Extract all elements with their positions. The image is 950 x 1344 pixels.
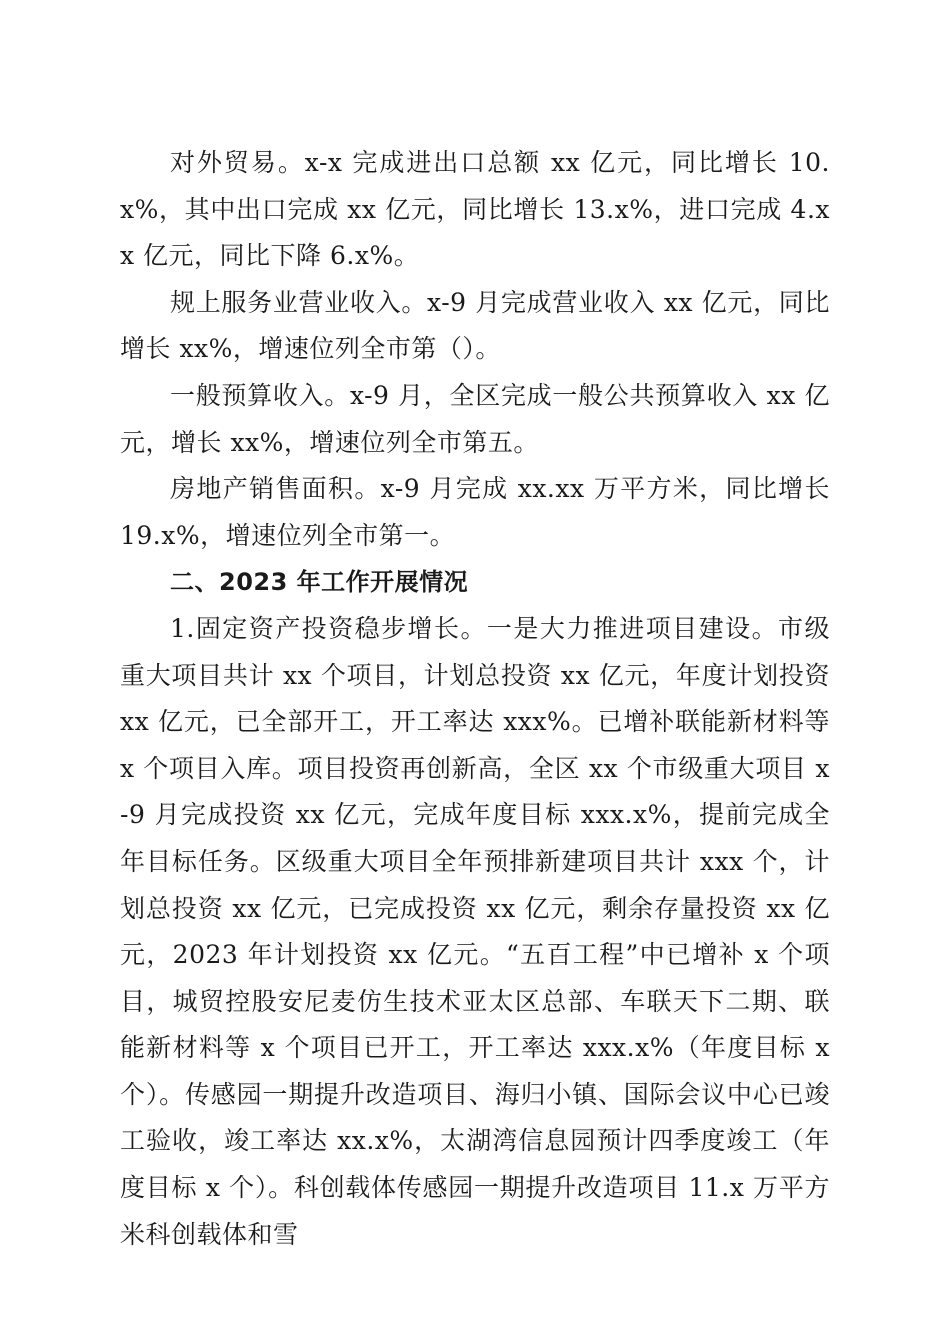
paragraph-service-revenue: 规上服务业营业收入。x-9 月完成营业收入 xx 亿元，同比增长 xx%，增速位列全市第（）。 bbox=[120, 287, 830, 364]
paragraph-fixed-asset-investment: 1.固定资产投资稳步增长。一是大力推进项目建设。市级重大项目共计 xx 个项目，计划总投资 xx 亿元，年度计划投资 xx 亿元，已全部开工，开工率达 xxx%。已增补联能新材料等 x 个项目入库。项目投资再创新高，全区 xx 个市级重大项目 x-9 月完成投资 xx 亿元，完成年度目标 xxx.x%，提前完成全年目标任务。区级重大项目全年预排新建项目共计 xxx 个，计划总投资 xx 亿元，已完成投资 xx 亿元，剩余存量投资 xx 亿元，2023 年计划投资 xx 亿元。“五百工程”中已增补 x 个项目，城贸控股安尼麦仿生技术亚太区总部、车联天下二期、联能新材料等 x 个项目已开工，开工率达 xxx.x%（年度目标 x 个）。传感园一期提升改造项目、海归小镇、国际会议中心已竣工验收，竣工率达 xx.x%，太湖湾信息园预计四季度竣工（年度目标 x 个）。科创载体传感园一期提升改造项目 11.x 万平方米科创载体和雪 bbox=[120, 613, 830, 1249]
paragraph-real-estate: 房地产销售面积。x-9 月完成 xx.xx 万平方米，同比增长 19.x%，增速位列全市第一。 bbox=[120, 474, 830, 550]
document-body bbox=[120, 140, 830, 1258]
paragraph-foreign-trade: 对外贸易。x-x 完成进出口总额 xx 亿元，同比增长 10.x%，其中出口完成 xx 亿元，同比增长 13.x%，进口完成 4.xx 亿元，同比下降 6.x%。 bbox=[120, 148, 830, 271]
section-heading: 二、2023 年工作开展情况 bbox=[170, 568, 469, 597]
paragraph-budget-revenue: 一般预算收入。x-9 月，全区完成一般公共预算收入 xx 亿元，增长 xx%，增速位列全市第五。 bbox=[120, 380, 830, 457]
